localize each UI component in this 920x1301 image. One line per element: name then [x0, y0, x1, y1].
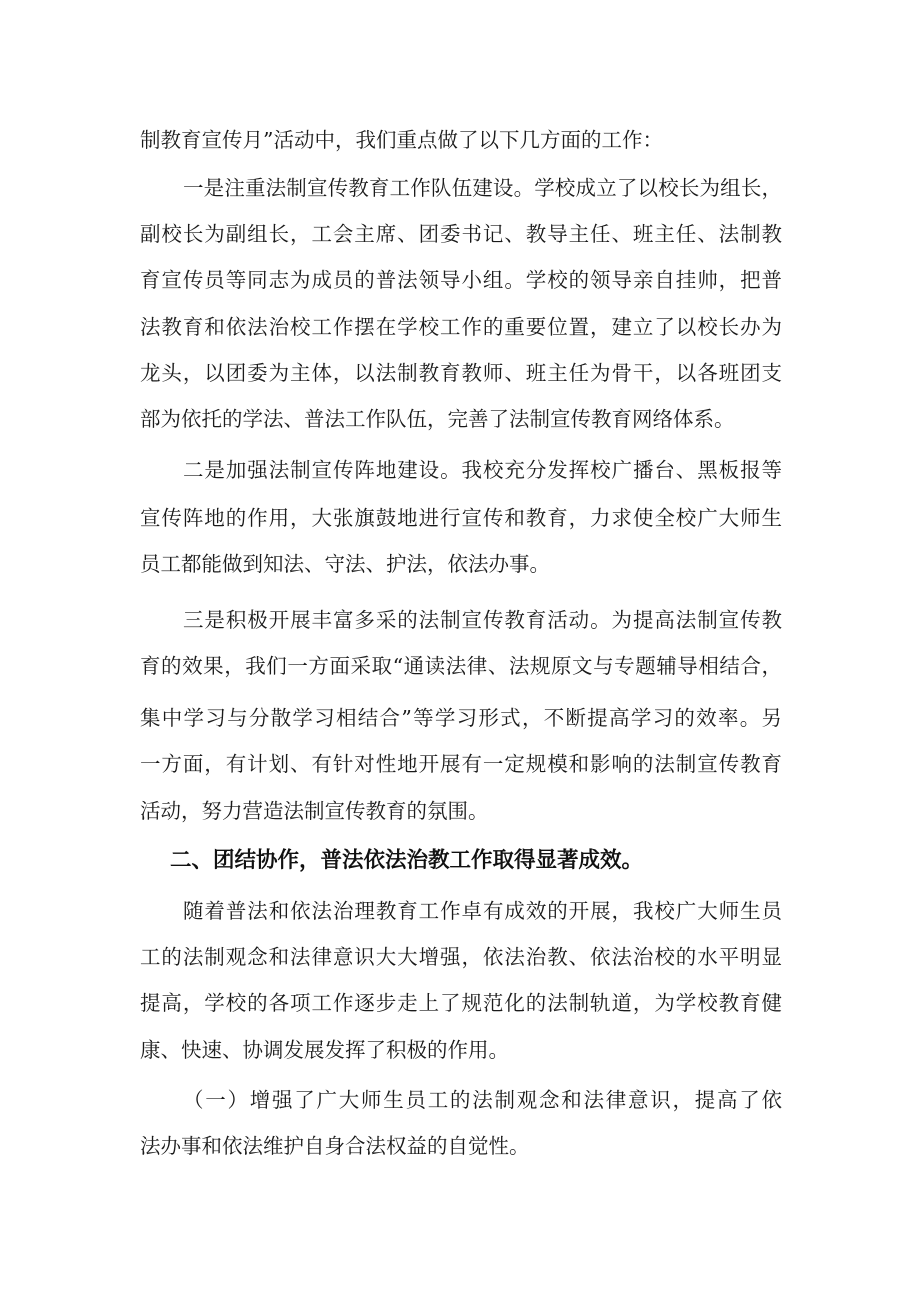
- section-heading: 二、团结协作，普法依法治教工作取得显著成效。: [170, 848, 644, 873]
- paragraph-line: 提高，学校的各项工作逐步走上了规范化的法制轨道，为学校教育健: [140, 991, 782, 1015]
- paragraph-line: （一）增强了广大师生员工的法制观念和法律意识，提高了依: [183, 1088, 782, 1112]
- paragraph-line: 育的效果，我们一方面采取“通读法律、法规原文与专题辅导相结合，: [140, 654, 782, 678]
- paragraph-line: 宣传阵地的作用，大张旗鼓地进行宣传和教育，力求使全校广大师生: [140, 506, 782, 530]
- paragraph-line: 活动，努力营造法制宣传教育的氛围。: [140, 799, 489, 823]
- paragraph-line: 工的法制观念和法律意识大大增强，依法治教、依法治校的水平明显: [140, 945, 782, 969]
- paragraph-line: 法教育和依法治校工作摆在学校工作的重要位置，建立了以校长办为: [140, 315, 782, 339]
- paragraph-line: 一是注重法制宣传教育工作队伍建设。学校成立了以校长为组长，: [183, 176, 782, 200]
- paragraph-line: 龙头，以团委为主体，以法制教育教师、班主任为骨干，以各班团支: [140, 361, 782, 385]
- paragraph-line: 员工都能做到知法、守法、护法，依法办事。: [140, 552, 550, 576]
- paragraph-line: 二是加强法制宣传阵地建设。我校充分发挥校广播台、黑板报等: [183, 458, 782, 482]
- paragraph-line: 副校长为副组长，工会主席、团委书记、教导主任、班主任、法制教: [140, 222, 782, 246]
- paragraph-line: 集中学习与分散学习相结合”等学习形式，不断提高学习的效率。另: [140, 706, 782, 730]
- paragraph-line: 部为依托的学法、普法工作队伍，完善了法制宣传教育网络体系。: [140, 407, 735, 431]
- paragraph-line: 育宣传员等同志为成员的普法领导小组。学校的领导亲自挂帅，把普: [140, 268, 782, 292]
- paragraph-line: 三是积极开展丰富多采的法制宣传教育活动。为提高法制宣传教: [183, 608, 782, 632]
- paragraph-line: 康、快速、协调发展发挥了积极的作用。: [140, 1038, 509, 1062]
- paragraph-line: 制教育宣传月”活动中，我们重点做了以下几方面的工作：: [140, 128, 663, 152]
- paragraph-line: 随着普法和依法治理教育工作卓有成效的开展，我校广大师生员: [183, 899, 782, 923]
- paragraph-line: 一方面，有计划、有针对性地开展有一定规模和影响的法制宣传教育: [140, 752, 782, 776]
- paragraph-line: 法办事和依法维护自身合法权益的自觉性。: [140, 1134, 530, 1158]
